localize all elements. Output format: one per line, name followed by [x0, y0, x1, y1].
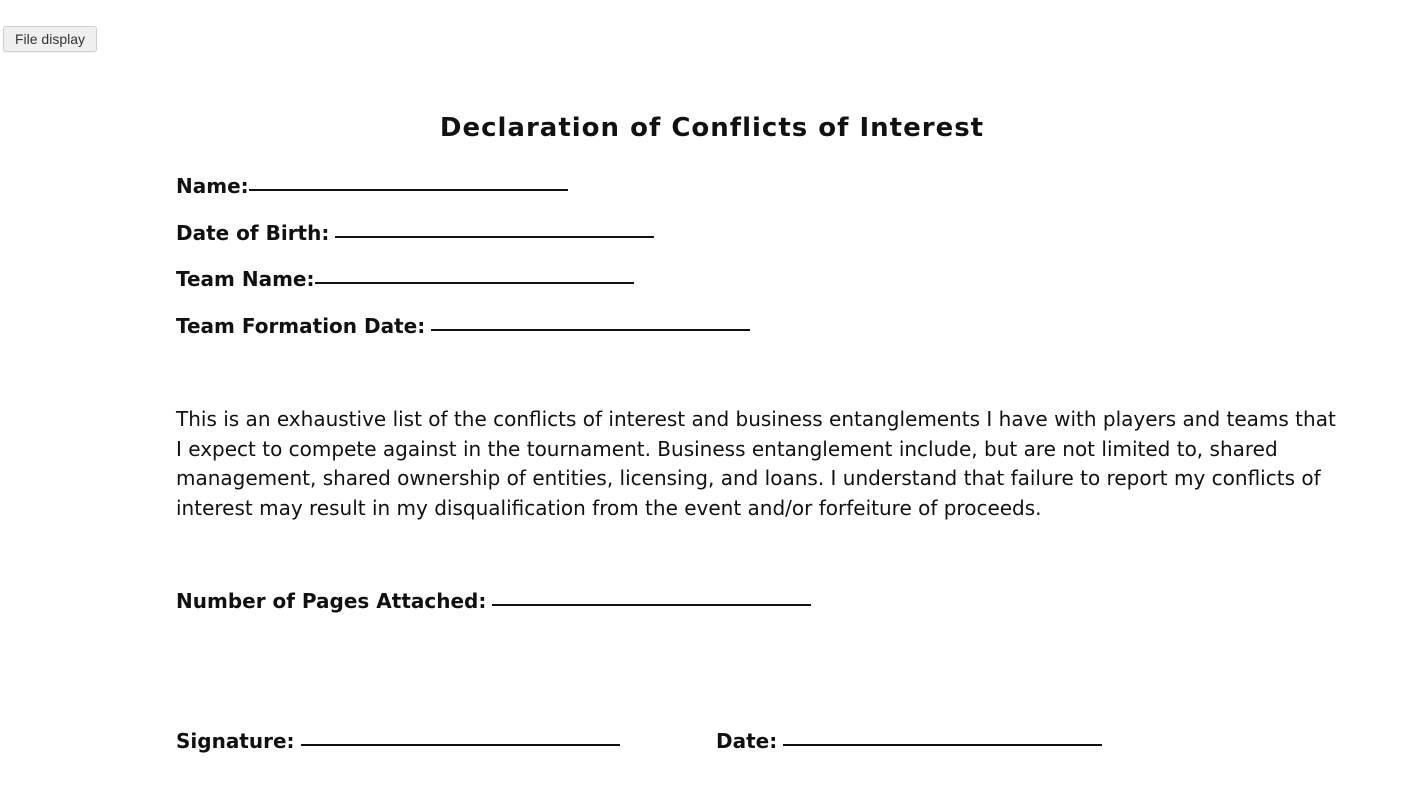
signature-field	[176, 727, 620, 755]
document-title: Declaration of Conflicts of Interest	[439, 113, 985, 143]
name-field	[176, 172, 568, 200]
team-name-label: Team Name:	[176, 267, 315, 291]
date-of-birth-underline	[335, 236, 654, 238]
file-display-button[interactable]: File display	[3, 26, 97, 52]
team-formation-date-label: Team Formation Date:	[176, 314, 426, 338]
date-of-birth-label: Date of Birth:	[176, 221, 330, 245]
paragraph-line: This is an exhaustive list of the conflicts of interest and business entanglements I have with players and teams that	[176, 407, 1336, 431]
team-name-underline	[315, 282, 634, 284]
team-formation-date-field	[176, 312, 750, 340]
signature-label: Signature:	[176, 729, 295, 753]
date-underline	[783, 744, 1102, 746]
paragraph-line: management, shared ownership of entities, licensing, and loans. I understand that failure to report my conflicts of	[176, 466, 1321, 490]
team-formation-date-underline	[431, 329, 750, 331]
pages-attached-field	[176, 587, 811, 615]
date-of-birth-field	[176, 219, 654, 247]
paragraph-line: interest may result in my disqualification from the event and/or forfeiture of proceeds.	[176, 495, 1042, 520]
paragraph-line: I expect to compete against in the tournament. Business entanglement include, but are not limited to, shared	[176, 436, 1278, 461]
pages-attached-label: Number of Pages Attached:	[176, 589, 487, 613]
name-underline	[249, 189, 568, 191]
date-label: Date:	[716, 729, 778, 753]
name-label: Name:	[176, 174, 249, 198]
date-field	[716, 727, 1102, 755]
declaration-paragraph	[176, 405, 1336, 523]
pages-attached-underline	[492, 604, 811, 606]
team-name-field	[176, 265, 634, 293]
signature-underline	[301, 744, 620, 746]
